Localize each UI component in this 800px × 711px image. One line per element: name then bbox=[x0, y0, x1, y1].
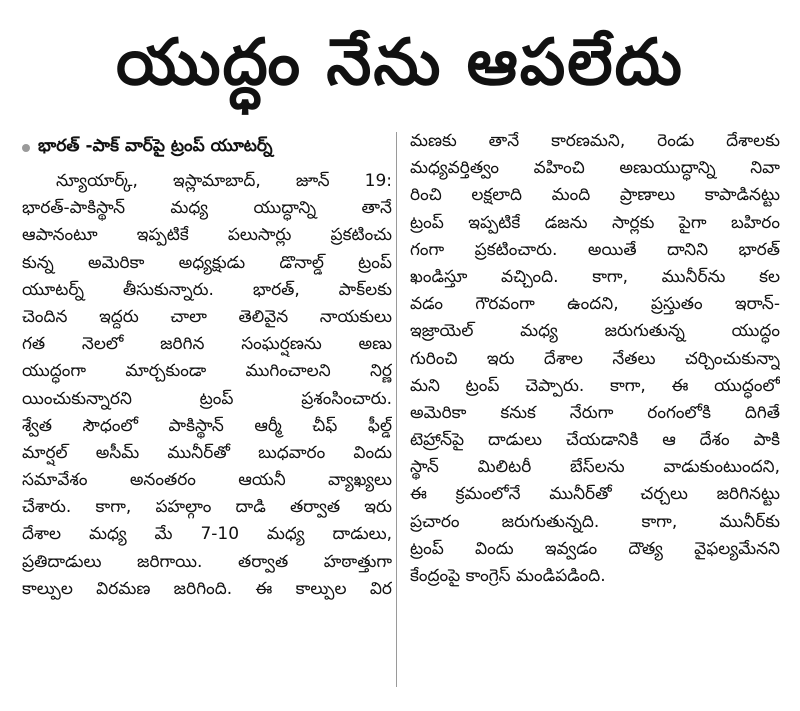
body-line: న్యూయార్క్, ఇస్లామాబాద్, జూన్ 19: bbox=[56, 171, 392, 191]
body-line: కేంద్రంపై కాంగ్రెస్ మండిపడింది. bbox=[410, 566, 606, 586]
body-line: మని ట్రంప్ చెప్పారు. కాగా, ఈ యుద్ధంలో bbox=[410, 375, 780, 396]
body-line: గంగా ప్రకటించారు. అయితే దానిని భారత్ bbox=[410, 239, 780, 260]
body-line: మధ్యవర్తిత్వం వహించి అణుయుద్ధాన్ని నివా bbox=[410, 158, 780, 179]
body-line: మార్షల్ అసీమ్ మునీర్‌తో బుధవారం విందు bbox=[22, 442, 392, 463]
body-line: ఖండిస్తూ వచ్చింది. కాగా, మునీర్‌ను కల bbox=[410, 266, 780, 287]
article-column-left bbox=[22, 128, 392, 603]
body-line: చేశారు. కాగా, పహల్గాం దాడి తర్వాత ఇరు bbox=[22, 497, 392, 518]
body-line: యించుకున్నారని ట్రంప్ ప్రశంసించారు. bbox=[22, 388, 392, 409]
body-line: ఇజ్రాయెల్ మధ్య జరుగుతున్న యుద్ధం bbox=[410, 321, 780, 342]
body-line: వడం గౌరవంగా ఉందని, ప్రస్తుతం ఇరాన్- bbox=[410, 294, 780, 315]
body-line: యుద్ధంగా మార్చకుండా ముగించాలని నిర్ణ bbox=[22, 361, 392, 382]
body-line: చెందిన ఇద్దరు చాలా తెలివైన నాయకులు bbox=[22, 306, 392, 327]
body-line: మణకు తానే కారణమని, రెండు దేశాలకు bbox=[410, 131, 780, 151]
body-line: స్థాన్ మిలిటరీ బేస్‌లను వాడుకుంటుందని, bbox=[410, 457, 780, 478]
body-line: ట్రంప్ విందు ఇవ్వడం దౌత్య వైఫల్యమేనని bbox=[410, 538, 780, 559]
body-line: ఈ క్రమంలోనే మునీర్‌తో చర్చలు జరిగినట్టు bbox=[410, 484, 780, 505]
bullet-icon bbox=[22, 144, 30, 152]
body-line: ప్రచారం జరుగుతున్నది. కాగా, మునీర్‌కు bbox=[410, 511, 780, 532]
body-line: కున్న అమెరికా అధ్యక్షుడు డొనాల్డ్ ట్రంప్ bbox=[22, 252, 392, 273]
body-line: సమావేశం అనంతరం ఆయనీ వ్యాఖ్యలు bbox=[22, 470, 392, 491]
body-line: గత నెలలో జరిగిన సంఘర్షణను అణు bbox=[22, 334, 392, 355]
body-line: శ్వేత సౌధంలో పాకిస్థాన్ ఆర్మీ చీఫ్ ఫీల్డ్ bbox=[22, 415, 392, 436]
body-line: భారత్-పాకిస్థాన్ మధ్య యుద్ధాన్ని తానే bbox=[22, 198, 392, 219]
body-line: గురించి ఇరు దేశాల నేతలు చర్చించుకున్నా bbox=[410, 348, 780, 369]
body-line: రించి లక్షలాది మంది ప్రాణాలు కాపాడినట్టు bbox=[410, 185, 780, 206]
body-line: దేశాల మధ్య మే 7-10 మధ్య దాడులు, bbox=[22, 524, 392, 545]
body-line: ప్రతిదాడులు జరిగాయి. తర్వాత హఠాత్తుగా bbox=[22, 551, 392, 572]
body-line: టెహ్రాన్‌పై దాడులు చేయడానికి ఆ దేశం పాకి bbox=[410, 430, 780, 451]
body-line: యూటర్న్ తీసుకున్నారు. భారత్, పాక్‌లకు bbox=[22, 279, 392, 300]
article-column-right bbox=[410, 128, 780, 590]
column-divider bbox=[396, 132, 397, 687]
kicker-text: భారత్ -పాక్ వార్‌పై ట్రంప్ యూటర్న్ bbox=[38, 136, 273, 156]
body-line: ఆపానంటూ ఇప్పటికే పలుసార్లు ప్రకటించు bbox=[22, 225, 392, 246]
headline: యుద్ధం నేను ఆపలేదు bbox=[116, 26, 684, 100]
kicker bbox=[22, 128, 392, 168]
body-line: అమెరికా కనుక నేరుగా రంగంలోకి దిగితే bbox=[410, 402, 780, 423]
body-line: కాల్పుల విరమణ జరిగింది. ఈ కాల్పుల విర bbox=[22, 578, 392, 599]
body-line: ట్రంప్ ఇప్పటికే డజను సార్లకు పైగా బహిరం bbox=[410, 212, 780, 233]
